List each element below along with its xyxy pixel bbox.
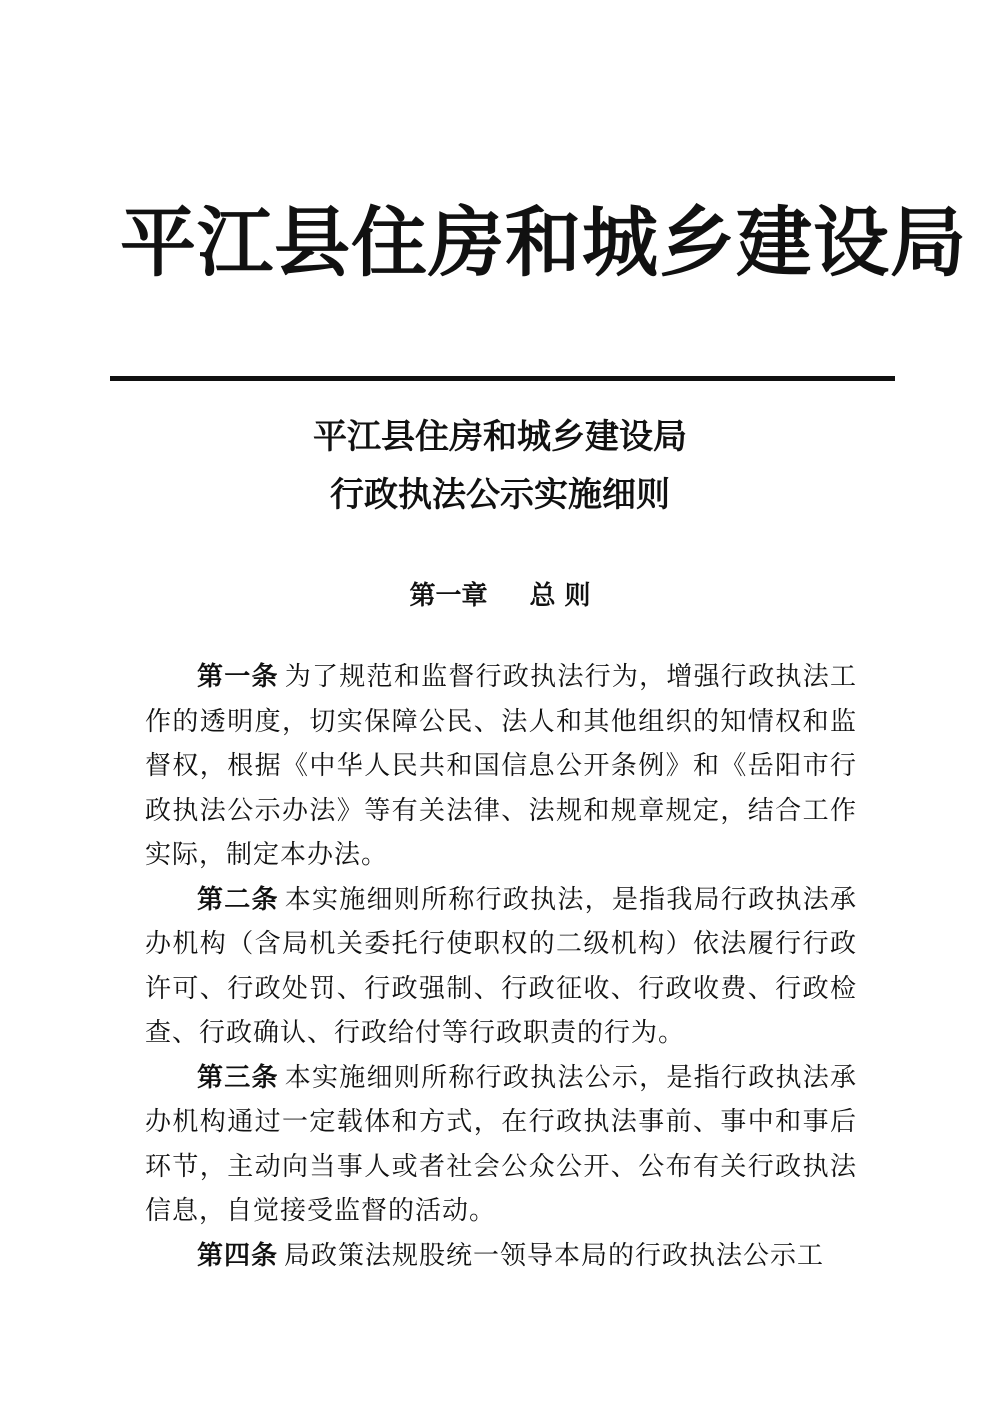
document-body — [145, 655, 857, 1278]
article-text: 局政策法规股统一领导本局的行政执法公示工 — [284, 1240, 825, 1271]
article-label: 第三条 — [197, 1062, 279, 1093]
article-label: 第四条 — [197, 1240, 279, 1271]
article-text: 本实施细则所称行政执法，是指我局行政执法承办机构（含局机关委托行使职权的二级机构）依法履行行政许可、行政处罚、行政强制、行政征收、行政收费、行政检查、行政确认、行政给付等行政职责的行为。 — [145, 884, 857, 1048]
letterhead-divider-rule — [110, 376, 895, 381]
chapter-name: 总 则 — [529, 581, 591, 611]
document-title-line-1: 平江县住房和城乡建设局 — [313, 417, 687, 457]
article-text: 本实施细则所称行政执法公示，是指行政执法承办机构通过一定载体和方式，在行政执法事前、事中和事后环节，主动向当事人或者社会公众公开、公布有关行政执法信息，自觉接受监督的活动。 — [145, 1062, 857, 1226]
chapter-heading — [100, 583, 900, 609]
document-title-line-2: 行政执法公示实施细则 — [330, 475, 670, 515]
article-label: 第二条 — [197, 884, 279, 915]
article-paragraph — [145, 655, 857, 878]
letterhead-agency-name: 平江县住房和城乡建设局 — [120, 198, 967, 287]
article-paragraph — [145, 878, 857, 1056]
article-text: 为了规范和监督行政执法行为，增强行政执法工作的透明度，切实保障公民、法人和其他组织的知情权和监督权，根据《中华人民共和国信息公开条例》和《岳阳市行政执法公示办法》等有关法律、法规和规章规定，结合工作实际，制定本办法。 — [145, 662, 857, 870]
article-paragraph — [145, 1056, 857, 1234]
article-paragraph — [145, 1234, 857, 1279]
article-label: 第一条 — [197, 662, 279, 692]
chapter-number: 第一章 — [409, 581, 488, 611]
